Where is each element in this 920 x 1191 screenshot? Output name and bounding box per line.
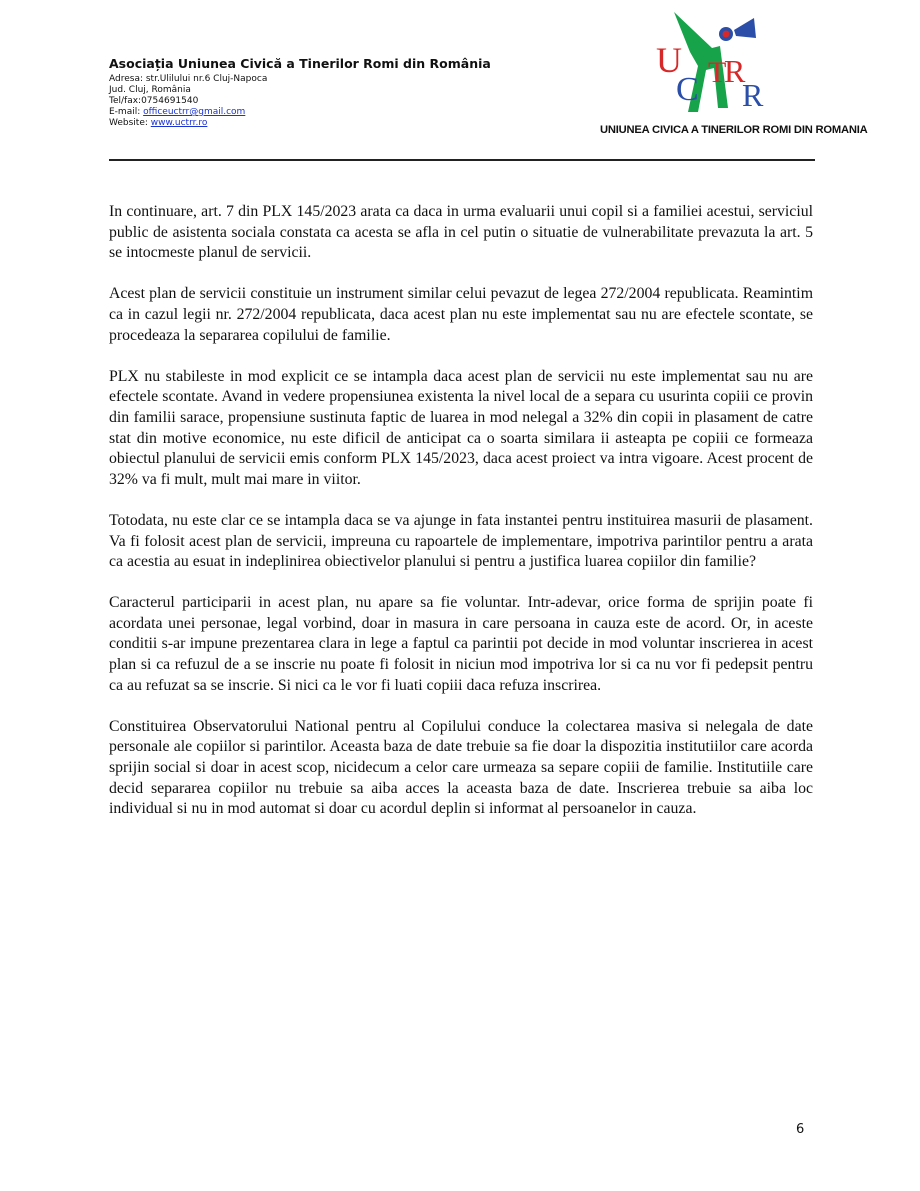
page-number: 6 [796,1122,805,1137]
logo-megaphone [734,18,756,38]
document-body [109,202,813,840]
paragraph-5: Caracterul participarii in acest plan, nu apare sa fie voluntar. Intr-adevar, orice forma de sprijin poate fi acordata unei personae, legal vorbind, doar in masura in care persoana in cauza este de acord. Or, in aceste conditii s-ar impune prezentarea clara in lege a faptul ca parintii pot decide in mod voluntar inscrierea in acest plan si ca refuzul de a se inscrie nu poate fi folosit in niciun mod impotriva lor si ca nu vor fi pedepsit pentru ca au refuzat sa se inscrie. Si nici ca le vor fi luati copiii daca refuza inscrirea. [109,594,813,694]
paragraph-4: Totodata, nu este clar ce se intampla daca se va ajunge in fata instantei pentru instituirea masurii de plasament. Va fi folosit acest plan de servicii, impreuna cu rapoartele de implementare, impotriva parintilor pentru a arata ca acestia au esuat in indeplinirea obiectivelor planului si pentru a justifica luarea copiilor din familie? [109,511,813,571]
website-label: Website: [109,118,151,128]
email-line [109,107,529,118]
logo-letter-r1: R [724,53,746,89]
organization-name: Asociația Uniunea Civică a Tinerilor Romi din România [109,56,491,71]
paragraph-6: Constituirea Observatorului National pentru al Copilului conduce la colectarea masiva si nelegala de date personale ale copiilor si parintilor. Aceasta baza de date trebuie sa fie doar la dispozitia institutiilor care acorda sprijin social si doar in acest scop, nicidecum a celor care urmeaza sa separe copiii de familie. Institutiile care decid separarea copiilor nu trebuie sa aiba acces la aceasta baza de date. Inscrierea trebuie sa aiba loc individual si nu in mod automat si doar cu acordul deplin si informat al persoanelor in cauza. [109,717,813,818]
website-line [109,118,529,129]
letterhead [109,56,529,129]
logo-letter-r2: R [742,77,764,113]
logo-letter-u: U [656,40,682,80]
county-line: Jud. Cluj, România [109,85,191,95]
logo-letter-t: T [708,56,727,89]
logo-letter-c: C [676,71,699,108]
header-divider [109,159,815,161]
paragraph-2: Acest plan de servicii constituie un instrument similar celui pevazut de legea 272/2004 republicata. Reamintim ca in cazul legii nr. 272/2004 republicata, daca acest plan nu este implementat sau nu are efectele scontate, se procedeaza la separarea copilului de familie. [109,285,813,344]
email-link[interactable]: officeuctrr@gmail.com [143,107,246,117]
address-line: Adresa: str.Ulilului nr.6 Cluj-Napoca [109,74,268,84]
logo-head-inner [723,31,730,38]
uctrr-logo-icon [650,8,820,120]
logo-caption: UNIUNEA CIVICA A TINERILOR ROMI DIN ROMANIA [600,124,868,136]
paragraph-1: In continuare, art. 7 din PLX 145/2023 arata ca daca in urma evaluarii unui copil si a familiei acestui, serviciul public de asistenta sociala constata ca acesta se afla in cel putin o situatie de vulnerabilitate prevazuta la art. 5 se intocmeste planul de servicii. [109,203,813,262]
email-label: E-mail: [109,107,144,117]
telfax-line: Tel/fax:0754691540 [109,96,199,106]
paragraph-3: PLX nu stabileste in mod explicit ce se intampla daca acest plan de servicii nu este implementat sau nu are efectele scontate. Avand in vedere propensiunea existenta la nivel local de a separa cu usurinta copiii ce provin din familii sarace, propensiune sustinuta faptic de luarea in mod nelegal a 32% din copii in plasament de catre stat din motive economice, nu este dificil de anticipat ca o soarta similara ii asteapta pe copiii ce formeaza obiectul planului de servicii emis conform PLX 145/2023, daca acest proiect va intra vigoare. Acest procent de 32% va fi mult, mult mai mare in viitor. [109,367,813,488]
website-link[interactable]: www.uctrr.ro [150,118,208,128]
uctrr-logo [600,8,868,140]
